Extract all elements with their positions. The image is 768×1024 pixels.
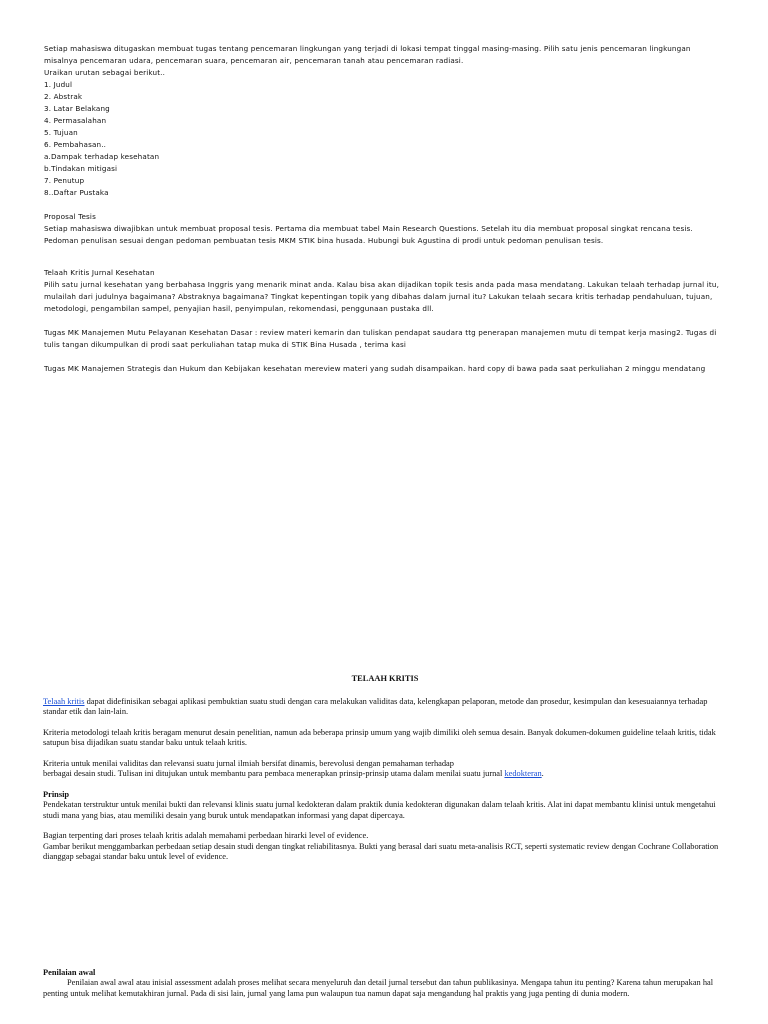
- proposal-paragraph: Setiap mahasiswa diwajibkan untuk membuat proposal tesis. Pertama dia membuat tabel Main Research Questions. Setelah itu dia membuat proposal singkat rencana tesis. Pedoman penulisan sesuai dengan pedoman pembuatan tesis MKM STIK bina husada. Hubungi buk Agustina di prodi untuk pedoman penulisan tesis.: [44, 224, 693, 245]
- definition-paragraph: [43, 697, 727, 718]
- uraikan-line: Uraikan urutan sebagai berikut..: [44, 68, 166, 77]
- telaah-kritis-article: [43, 674, 727, 999]
- list-item: 8..Daftar Pustaka: [44, 188, 109, 197]
- bagian-paragraph: Bagian terpenting dari proses telaah kritis adalah memahami perbedaan hirarki level of evidence.: [43, 831, 369, 840]
- prinsip-paragraph: Pendekatan terstruktur untuk menilai bukti dan relevansi klinis suatu jurnal kedokteran dalam praktik dunia kedokteran digunakan dalam telaah kritis. Alat ini dapat membantu klinisi untuk mengetahui studi mana yang bias, atau memiliki desain yang buruk untuk mendapatkan informasi yang dapat dipercaya.: [43, 800, 716, 820]
- outline-list: [44, 79, 726, 199]
- criteria-paragraph: Kriteria metodologi telaah kritis beragam menurut desain penelitian, namun ada beberapa prinsip umum yang wajib dimiliki oleh semua desain. Banyak dokumen-dokumen guideline telaah kritis, tidak satupun bisa dijadikan suatu standar baku untuk telaah kritis.: [43, 727, 716, 747]
- telaah-heading: Telaah Kritis Jurnal Kesehatan: [44, 268, 155, 277]
- intro-paragraph: Setiap mahasiswa ditugaskan membuat tugas tentang pencemaran lingkungan yang terjadi di lokasi tempat tinggal masing-masing. Pilih satu jenis pencemaran lingkungan misalnya pencemaran udara, pencemaran suara, pencemaran air, pencemaran tanah atau pencemaran radiasi.: [44, 44, 691, 65]
- kedokteran-link[interactable]: kedokteran: [504, 769, 542, 778]
- validity-end: .: [541, 769, 544, 778]
- prinsip-heading: Prinsip: [43, 789, 70, 799]
- list-item: 6. Pembahasan..: [44, 140, 107, 149]
- list-item: a.Dampak terhadap kesehatan: [44, 152, 160, 161]
- definition-text: dapat didefinisikan sebagai aplikasi pembuktian suatu studi dengan cara melakukan validitas data, kelengkapan pelaporan, metode dan prosedur, kesimpulan dan kesesuaiannya terhadap standar etik dan lain-lain.: [43, 696, 708, 716]
- article-title: TELAAH KRITIS: [351, 674, 419, 683]
- list-item: b.Tindakan mitigasi: [44, 164, 118, 173]
- list-item: 1. Judul: [44, 80, 73, 89]
- assignment-section: [44, 43, 726, 375]
- list-item: 3. Latar Belakang: [44, 104, 110, 113]
- proposal-heading: Proposal Tesis: [44, 212, 96, 221]
- gambar-paragraph: Gambar berikut menggambarkan perbedaan setiap desain studi dengan tingkat reliabilitasnya. Bukti yang berasal dari suatu meta-analisis RCT, seperti systematic review dengan Cochrane Collaboration dianggap sebagai standar baku untuk level of evidence.: [43, 841, 719, 861]
- tugas-strategis-paragraph: Tugas MK Manajemen Strategis dan Hukum dan Kebijakan kesehatan mereview materi yang sudah disampaikan. hard copy di bawa pada saat perkuliahan 2 minggu mendatang: [44, 364, 706, 373]
- tugas-mutu-paragraph: Tugas MK Manajemen Mutu Pelayanan Kesehatan Dasar : review materi kemarin dan tuliskan pendapat saudara ttg penerapan manajemen mutu di tempat kerja masing2. Tugas di tulis tangan dikumpulkan di prodi saat perkuliahan tatap muka di STIK Bina Husada , terima kasi: [44, 328, 717, 349]
- list-item: 7. Penutup: [44, 176, 85, 185]
- penilaian-heading: Penilaian awal: [43, 967, 96, 977]
- list-item: 2. Abstrak: [44, 92, 83, 101]
- penilaian-paragraph: Penilaian awal awal atau inisial assessment adalah proses melihat secara menyeluruh dan detail jurnal tersebut dan tahun publikasinya. Mengapa tahun itu penting? Karena tahun merupakan hal penting untuk melihat kemutakhiran jurnal. Pada di sisi lain, jurnal yang lama pun walaupun tua namun dapat saja mengandung hal praktis yang juga penting di dunia modern.: [43, 978, 714, 998]
- telaah-kritis-link[interactable]: Telaah kritis: [43, 696, 85, 706]
- telaah-paragraph: Pilih satu jurnal kesehatan yang berbahasa Inggris yang menarik minat anda. Kalau bisa akan dijadikan topik tesis anda pada masa mendatang. Lakukan telaah terhadap jurnal itu, mulailah dari judulnya bagaimana? Abstraknya bagaimana? Tingkat kepentingan topik yang dibahas dalam jurnal itu? Lakukan telaah secara kritis terhadap pendahuluan, tujuan, metodologi, pengambilan sampel, penyajian hasil, penyimpulan, rekomendasi, penggunaan pustaka dll.: [44, 280, 720, 313]
- validity-paragraph: [43, 759, 727, 780]
- validity-line-2: berbagai desain studi. Tulisan ini ditujukan untuk membantu para pembaca menerapkan prinsip-prinsip utama dalam menilai suatu jurnal: [43, 769, 505, 778]
- validity-line-1: Kriteria untuk menilai validitas dan relevansi suatu jurnal ilmiah bersifat dinamis, berevolusi dengan pemahaman terhadap: [43, 758, 454, 768]
- list-item: 4. Permasalahan: [44, 116, 107, 125]
- list-item: 5. Tujuan: [44, 128, 78, 137]
